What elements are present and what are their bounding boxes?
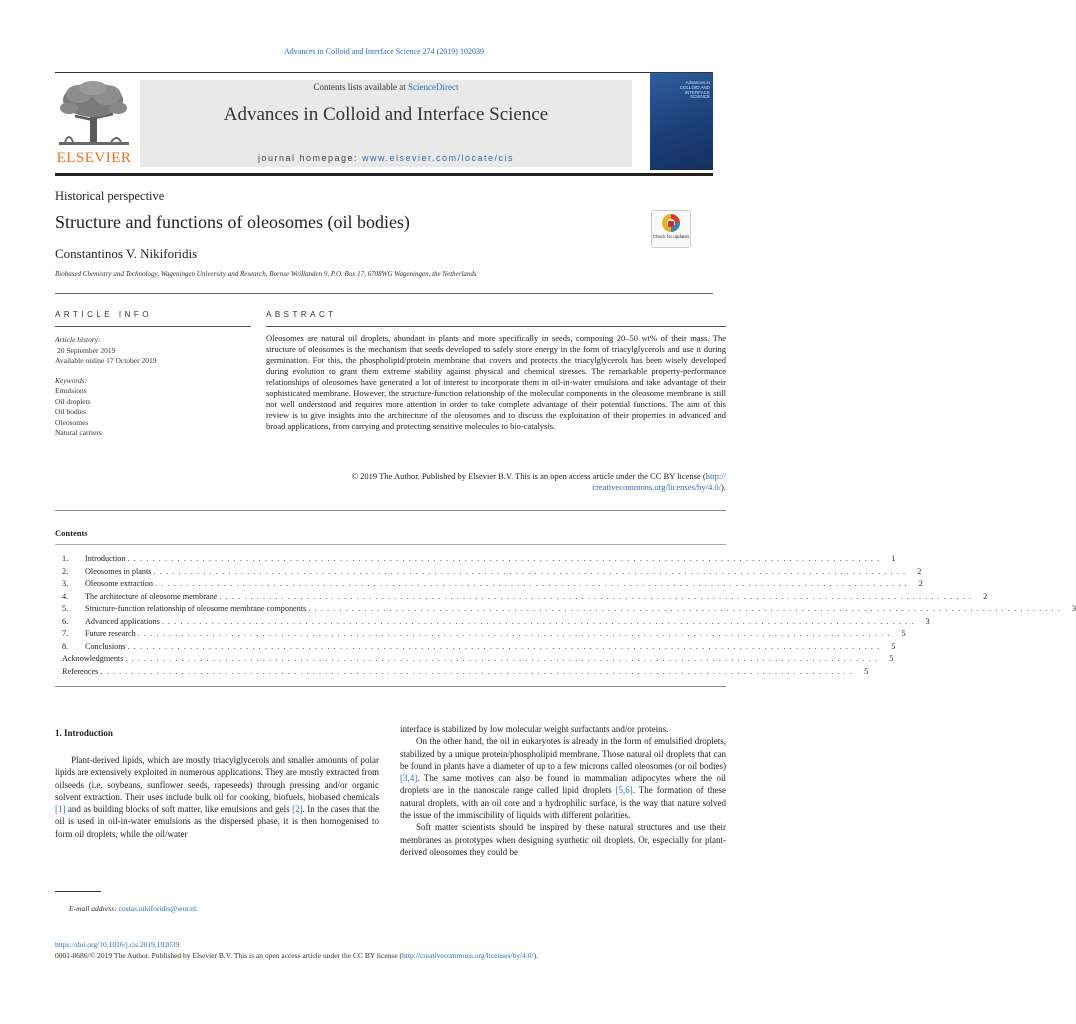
toc-page: 2 — [909, 566, 921, 579]
header-rule-top — [55, 72, 713, 73]
title-separator — [55, 293, 713, 294]
toc-number: 1. — [62, 554, 69, 563]
text-run: Plant-derived lipids, which are mostly triacylglycerols and smaller amounts of polar lipids are extensively exploited in numerous applications. They are mostly extracted from oilseeds (i.e. soybeans, sunflower seeds, rapeseeds) through pressing and/or organic solvent extraction. Their uses include bulk oil for cooking, biofuels, biobased chemicals — [55, 755, 379, 802]
toc-entry[interactable] — [62, 666, 869, 679]
abstract-heading: ABSTRACT — [266, 310, 337, 319]
paragraph — [400, 735, 726, 821]
abstract-text: Oleosomes are natural oil droplets, abundant in plants and more specifically in seeds, composing 20–50 wt% of their mass. The structure of oleosomes is the mechanism that seeds developed to safely store energy in the form of triacylglycerols and use it during germination. For this, the phospholipid/protein membrane that covers and protects the triacylglycerols has been wisely developed during evolution to grant them extreme stability against physical and chemical stresses. The remarkable property-performance relationships of oleosomes have generated a lot of interest to incorporate them in oil-in-water emulsions and take advantage of their sophisticated membrane. However, the structure-function relationship of the molecular components in the oleosome membrane is still not well understood and requires more attention in order to take complete advantage of their potential functions. The aim of this review is to give insights into the architecture of the oleosomes and to discuss the exploitation of their properties in advanced and broad applications, from carrying and protecting sensitive molecules to bio-catalysis. — [266, 333, 726, 431]
paragraph: Soft matter scientists should be inspired by these natural structures and use their membranes as prototypes when designing synthetic oil droplets. Or, especially for plant-derived oleosomes they could be — [400, 822, 726, 857]
toc-page: 3 — [1064, 603, 1076, 616]
journal-homepage-line — [140, 153, 632, 163]
text-run: . The formation of these natural droplets, with an oil core and a hydrophilic surface, is the way that nature solved the issue of the immiscibility of liquids with different polarities. — [400, 785, 726, 821]
text-run: and as building blocks of soft matter, like emulsions and gels — [65, 804, 293, 815]
abstract-rule — [266, 326, 726, 327]
abstract-copyright — [266, 471, 726, 493]
text-run: . In the cases that the oil is used in oil-in-water emulsions as the dispersed phase, it is then homogenised to form oil droplets, while the oil/water — [55, 804, 379, 839]
tree-icon — [55, 80, 133, 150]
text-run: . The same motives can also be found in mammalian adipocytes where the oil droplets are in the nanoscale range called lipid droplets — [400, 773, 726, 796]
toc-label[interactable]: Oleosomes in plants — [85, 566, 153, 579]
toc-label[interactable]: References — [62, 666, 100, 679]
toc-page: 5 — [856, 666, 868, 679]
contents-prefix: Contents lists available at — [313, 82, 408, 92]
license-line — [55, 951, 538, 960]
contents-heading: Contents — [55, 528, 88, 538]
toc-leader: ......................................................................................................................... — [161, 616, 918, 626]
email-label: E-mail address: — [69, 904, 119, 913]
doi-line — [55, 940, 179, 949]
toc-leader: ......................................................................................................................... — [153, 566, 910, 576]
article-type: Historical perspective — [55, 189, 165, 203]
body-left-column — [55, 754, 379, 840]
keyword: Oil droplets — [55, 396, 91, 406]
toc-number: 7. — [62, 629, 69, 638]
email-end: . — [196, 904, 198, 913]
contents-available-line — [140, 82, 632, 92]
text-run: On the other hand, the oil in eukaryotes is already in the form of emulsified droplets, stabilized by a unique protein/phospholipid membrane. Those natural oil droplets that can be found in plants have a diameter of up to a few microns called oleosomes (or oil bodies) — [400, 736, 726, 771]
keywords-list — [55, 386, 251, 439]
toc-label[interactable]: The architecture of oleosome membrane — [85, 591, 219, 604]
article-info-heading: ARTICLE INFO — [55, 310, 152, 319]
toc-number: 4. — [62, 591, 69, 601]
toc-number: 2. — [62, 566, 69, 576]
received-date: 20 September 2019 — [57, 345, 116, 355]
toc-page: 2 — [975, 591, 987, 604]
toc-label[interactable]: Acknowledgments — [62, 653, 125, 666]
toc-label[interactable]: Oleosome extraction — [85, 578, 155, 591]
history-label: Article history: — [55, 335, 101, 344]
keyword: Natural carriers — [55, 428, 102, 437]
article-info-block — [55, 335, 251, 439]
toc-label[interactable]: Introduction — [85, 553, 127, 566]
toc-entry[interactable] — [62, 641, 896, 654]
toc-leader: ......................................................................................................................... — [127, 554, 884, 563]
keywords-label: Keywords: — [55, 375, 88, 385]
toc-page: 2 — [911, 578, 923, 591]
toc-entry[interactable] — [62, 603, 1076, 616]
license-text: 0001-8686/© 2019 The Author. Published by Elsevier B.V. This is an open access article under the CC BY license ( — [55, 951, 403, 960]
journal-title: Advances in Colloid and Interface Science — [223, 104, 549, 125]
toc-label[interactable]: Conclusions — [85, 641, 128, 654]
cover-title: Advances in COLLOID AND INTERFACE SCIENCE — [679, 80, 710, 100]
journal-cover-thumbnail — [650, 73, 713, 170]
toc-entry[interactable] — [62, 566, 922, 579]
copyright-text: © 2019 The Author. Published by Elsevier B.V. This is an open access article under the CC BY license ( — [351, 471, 706, 481]
license-link-part2[interactable]: creativecommons.org/licenses/by/4.0/ — [592, 482, 722, 492]
sciencedirect-link[interactable]: ScienceDirect — [408, 82, 459, 92]
keyword: Emulsions — [55, 386, 87, 395]
doi-link[interactable]: https://doi.org/10.1016/j.cis.2019.102039 — [55, 940, 180, 949]
elsevier-wordmark: ELSEVIER — [56, 150, 132, 166]
copyright-end: ). — [721, 482, 726, 492]
toc-page: 5 — [881, 653, 893, 666]
toc-entry[interactable] — [62, 628, 906, 641]
toc-number: 3. — [62, 579, 69, 588]
toc-leader: ......................................................................................................................... — [219, 591, 976, 601]
toc-leader: ......................................................................................................................... — [125, 654, 882, 663]
article-info-rule — [55, 326, 251, 327]
citation-line[interactable] — [0, 47, 768, 56]
author-email-footnote — [69, 904, 198, 913]
check-for-updates-badge[interactable] — [651, 210, 691, 248]
toc-page: 5 — [894, 628, 906, 641]
badge-label: Check for updates — [652, 234, 690, 239]
footnote-rule — [55, 891, 101, 892]
toc-label[interactable]: Advanced applications — [85, 616, 162, 629]
body-right-column — [400, 723, 726, 858]
contents-rule — [55, 544, 726, 545]
license-link[interactable]: http://creativecommons.org/licenses/by/4.0/ — [402, 951, 534, 960]
toc-number: 6. — [62, 616, 69, 626]
toc-entry[interactable] — [62, 578, 923, 591]
toc-page: 5 — [883, 641, 895, 654]
toc-entry[interactable] — [62, 553, 896, 566]
reference-link[interactable]: [5,6] — [615, 785, 633, 796]
keyword: Oil bodies — [55, 407, 87, 416]
toc-entry[interactable] — [62, 591, 988, 604]
header-rule-bottom — [55, 173, 713, 176]
toc-entry[interactable] — [62, 653, 894, 666]
contents-bottom-rule — [55, 686, 726, 687]
table-of-contents — [62, 553, 1076, 678]
license-end: ). — [533, 951, 538, 960]
toc-label[interactable]: Future research — [85, 628, 138, 641]
homepage-prefix: journal homepage: — [257, 153, 362, 163]
online-date: Available online 17 October 2019 — [55, 356, 157, 365]
keyword: Oleosomes — [55, 417, 89, 427]
author-affiliation: Biobased Chemistry and Technology, Wageningen University and Research, Bornse Weillanden 9, P.O. Box 17, 6708WG Wageningen, the Netherlands — [55, 270, 477, 278]
article-author[interactable]: Constantinos V. Nikiforidis — [55, 246, 198, 261]
toc-label[interactable]: Structure-function relationship of oleosome membrane components — [85, 603, 308, 616]
paragraph — [55, 754, 379, 840]
homepage-link[interactable]: www.elsevier.com/locate/cis — [362, 153, 515, 163]
citation-link[interactable]: Advances in Colloid and Interface Science 274 (2019) 102039 — [284, 47, 484, 56]
toc-page: 3 — [918, 616, 930, 629]
toc-leader: ......................................................................................................................... — [100, 666, 857, 676]
reference-link[interactable]: [3,4] — [400, 773, 418, 784]
toc-leader: ......................................................................................................................... — [154, 579, 911, 588]
contents-top-rule — [55, 510, 726, 511]
toc-entry[interactable] — [62, 616, 930, 629]
email-link[interactable]: costas.nikiforidis@wur.nl — [118, 904, 197, 913]
toc-leader: ......................................................................................................................... — [137, 629, 894, 638]
toc-leader: ......................................................................................................................... — [127, 641, 884, 651]
reference-link[interactable]: [1] — [55, 804, 66, 815]
toc-number: 5. — [62, 604, 69, 613]
paragraph: interface is stabilized by low molecular weight surfactants and/or proteins. — [400, 724, 669, 734]
toc-number: 8. — [62, 641, 69, 651]
reference-link[interactable]: [2] — [292, 804, 303, 815]
article-title: Structure and functions of oleosomes (oil bodies) — [55, 212, 410, 232]
toc-leader: ......................................................................................................................... — [308, 604, 1065, 613]
license-link-part1[interactable]: http:// — [705, 471, 726, 481]
section-heading-introduction: 1. Introduction — [55, 728, 113, 738]
toc-page: 1 — [883, 553, 895, 566]
update-badge-icon — [652, 211, 690, 235]
